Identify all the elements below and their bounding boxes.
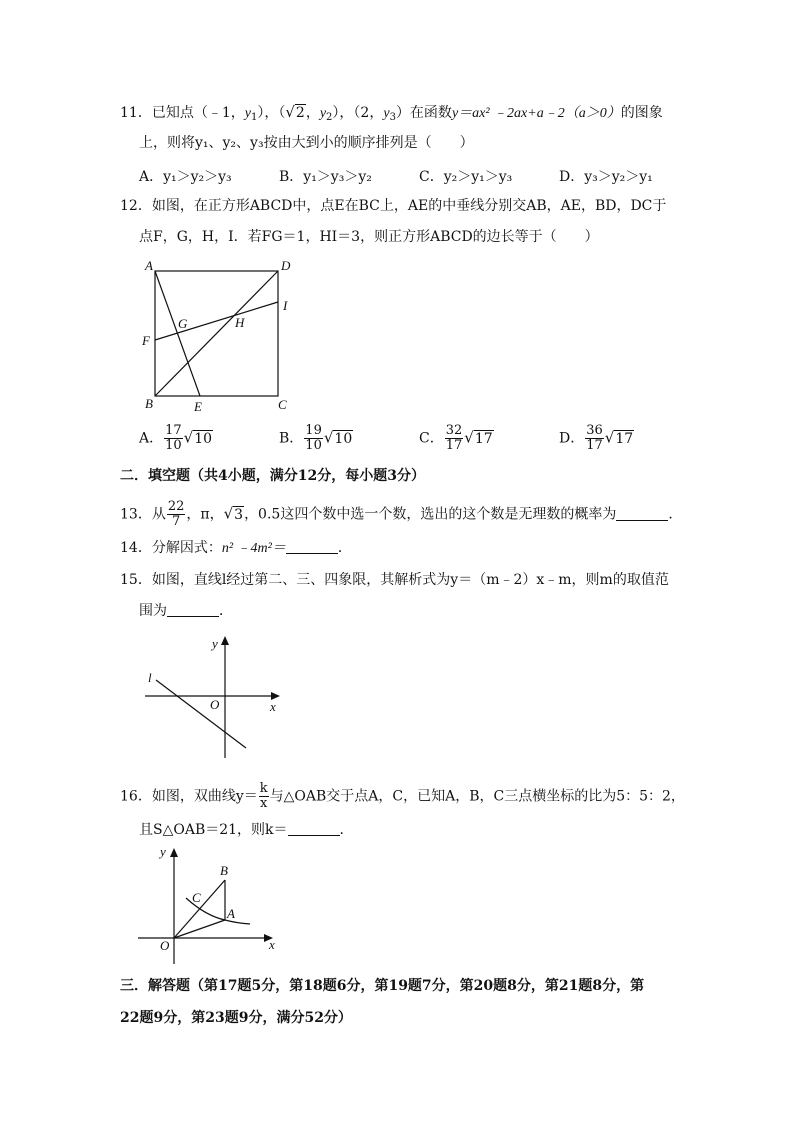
q13-mid: ，π， — [186, 506, 224, 523]
label-e: E — [194, 399, 202, 414]
frac-num: 22 — [167, 499, 185, 514]
q11-sqrt-arg: 2 — [295, 105, 305, 121]
opt-letter: D． — [559, 430, 585, 447]
frac-num: k — [259, 781, 268, 796]
frac-den: 17 — [586, 438, 603, 453]
sqrt-icon: √ — [223, 504, 234, 523]
q11-number: 11． — [120, 105, 152, 121]
sub-3: 3 — [389, 112, 396, 123]
q16-hyperbola-figure — [136, 842, 286, 967]
q11-text-c: ， — [305, 105, 320, 121]
frac-den: 10 — [165, 438, 182, 453]
sqrt-arg: 17 — [474, 430, 493, 447]
q12-line1: 12．如图，在正方形ABCD中，点E在BC上，AE的中垂线分别交AB，AE，BD，DC于 — [120, 198, 667, 214]
sqrt-arg: 10 — [334, 430, 353, 447]
q12-square-figure — [140, 256, 300, 416]
sqrt-arg: 17 — [615, 430, 634, 447]
q11-text-a: 已知点（﹣1， — [151, 105, 245, 121]
sub-1: 1 — [250, 112, 258, 123]
q16-end: ． — [339, 822, 354, 838]
q12-option-b — [279, 424, 419, 453]
q11-option-c: C．y₂＞y₁＞y₃ — [419, 169, 513, 185]
answer-blank[interactable] — [167, 602, 219, 617]
section-3-heading-line1: 三．解答题（第17题5分，第18题6分，第19题7分，第20题8分，第21题8分，第 — [120, 978, 645, 994]
sqrt-arg: 10 — [194, 430, 213, 447]
q15-prefix: 围为 — [139, 603, 167, 619]
label-g: G — [178, 316, 188, 331]
q16-fraction — [259, 782, 269, 811]
sub-2: 2 — [326, 112, 333, 123]
q11-option-d: D．y₃＞y₂＞y₁ — [559, 169, 653, 185]
section-3-heading-line2: 22题9分，第23题9分，满分52分） — [120, 1010, 352, 1026]
answer-blank[interactable] — [288, 821, 340, 836]
answer-blank[interactable] — [616, 506, 668, 521]
q15-line1: 15．如图，直线l经过第二、三、四象限，其解析式为y＝（m﹣2）x﹣m，则m的取值范 — [120, 572, 669, 588]
frac-num: 17 — [165, 423, 182, 438]
q14-end: ． — [337, 540, 352, 556]
q14-prefix: 14．分解因式： — [120, 540, 222, 556]
sqrt-icon: √ — [183, 428, 194, 447]
q13-end: ． — [668, 506, 683, 523]
segment-bd — [155, 271, 278, 396]
frac-den: 7 — [171, 514, 181, 529]
label-c: C — [192, 890, 201, 905]
y3-var: y — [383, 106, 390, 121]
q11-option-b: B．y₁＞y₃＞y₂ — [279, 169, 372, 185]
label-i: I — [283, 298, 288, 313]
q16-prefix2: 且S△OAB＝21，则k＝ — [139, 822, 288, 838]
sqrt-icon: √ — [604, 428, 615, 447]
q13-sqrt-arg: 3 — [234, 506, 244, 523]
sqrt-icon: √ — [323, 428, 334, 447]
frac-num: 36 — [586, 423, 603, 438]
q13-suffix: ，0.5这四个数中选一个数，选出的这个数是无理数的概率为 — [244, 506, 617, 523]
label-y: y — [212, 636, 218, 651]
label-c: C — [278, 397, 287, 412]
opt-frac — [585, 424, 604, 453]
q13-line — [120, 500, 682, 529]
opt-frac — [164, 424, 183, 453]
y-axis-arrow — [221, 636, 229, 645]
label-a: A — [227, 906, 235, 921]
q16-line1 — [120, 782, 685, 811]
section-2-heading: 二．填空题（共4小题，满分12分，每小题3分） — [120, 468, 425, 484]
q15-line2 — [139, 601, 233, 621]
q12-options — [139, 424, 699, 453]
label-y: y — [160, 844, 166, 859]
q13-fraction — [167, 500, 186, 529]
q11-line2: 上，则将y₁、y₂、y₃按由大到小的顺序排列是（ ） — [139, 135, 474, 151]
label-a: A — [145, 258, 153, 273]
label-f: F — [142, 333, 150, 348]
label-x: x — [270, 699, 276, 714]
q15-graph-figure — [140, 632, 290, 762]
answer-blank[interactable] — [286, 539, 338, 554]
opt-letter: C． — [419, 430, 444, 447]
label-d: D — [281, 258, 291, 273]
q12-line2: 点F，G，H，I．若FG＝1，HI＝3，则正方形ABCD的边长等于（ ） — [139, 229, 599, 245]
y2-var: y — [319, 106, 327, 121]
label-x: x — [269, 937, 275, 952]
q12-option-a — [139, 424, 279, 453]
q14-line — [120, 538, 352, 559]
q11-text-f: 的图象 — [620, 105, 663, 121]
label-h: H — [235, 315, 245, 330]
frac-den: x — [260, 796, 268, 811]
q13-prefix: 13．从 — [120, 506, 166, 523]
q11-function: y＝ax² ﹣2ax+a﹣2（a＞0） — [451, 106, 621, 121]
label-b: B — [220, 863, 228, 878]
q16-line2 — [139, 820, 354, 840]
frac-den: 10 — [305, 438, 322, 453]
line-l — [156, 680, 246, 748]
sqrt-icon: √ — [464, 428, 474, 447]
label-l: l — [148, 670, 152, 685]
label-o: O — [210, 697, 220, 712]
q14-expression: n² ﹣4m²＝ — [221, 541, 286, 556]
q11-line1 — [120, 102, 663, 128]
frac-num: 32 — [445, 423, 463, 438]
sqrt-icon: √ — [285, 103, 295, 121]
label-o: O — [160, 938, 170, 953]
y-axis-arrow — [170, 848, 178, 857]
q11-options — [139, 166, 699, 186]
frac-num: 19 — [305, 423, 322, 438]
q12-option-c — [419, 424, 559, 453]
opt-frac — [304, 424, 323, 453]
q11-option-a: A．y₁＞y₂＞y₃ — [139, 169, 232, 185]
label-b: B — [145, 396, 153, 411]
y1-var: y — [244, 106, 251, 121]
q15-end: ． — [219, 603, 233, 619]
frac-den: 17 — [445, 438, 463, 453]
q11-text-b: ），（ — [257, 105, 286, 121]
opt-letter: A． — [139, 430, 164, 447]
opt-frac — [445, 424, 464, 453]
q12-option-d — [559, 424, 699, 453]
q16-prefix: 16．如图，双曲线y＝ — [120, 788, 258, 805]
opt-letter: B． — [279, 430, 304, 447]
q16-suffix: 与△OAB交于点A，C，已知A，B，C三点横坐标的比为5：5：2， — [269, 788, 685, 805]
q11-text-e: ）在函数 — [395, 105, 452, 121]
q11-text-d: ），（2， — [332, 105, 384, 121]
